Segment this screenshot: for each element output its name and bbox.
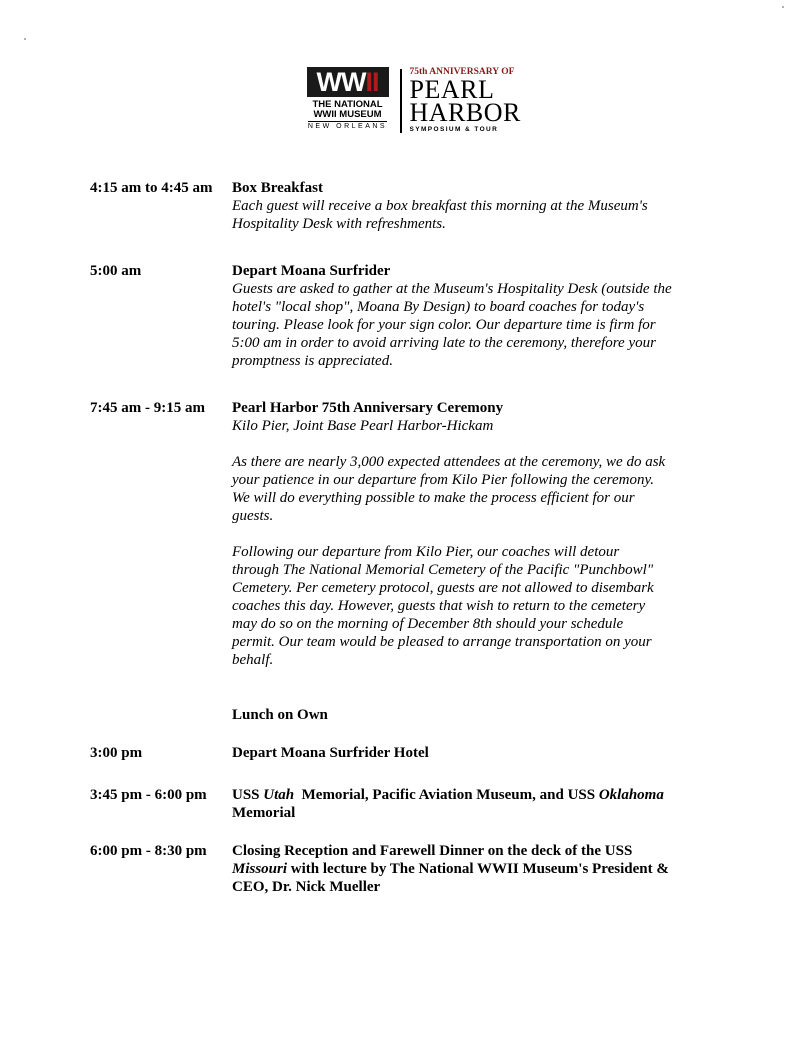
entry-description-line: your patience in our departure from Kilo Pier following the ceremony. xyxy=(232,472,655,488)
title-part: Memorial, Pacific Aviation Museum, and USS xyxy=(294,787,599,803)
entry-title: Box Breakfast xyxy=(232,180,323,196)
entry-description-line: guests. xyxy=(232,508,274,524)
entry-content xyxy=(232,842,702,896)
entry-time: 4:15 am to 4:45 am xyxy=(90,180,213,196)
title-part: with lecture by The National WWII Museum's President & xyxy=(287,861,669,877)
museum-city: NEW ORLEANS xyxy=(307,123,388,130)
entry-paragraph xyxy=(232,453,702,525)
museum-name-line2: WWII MUSEUM xyxy=(313,109,382,120)
anniversary-label: 75th ANNIVERSARY OF xyxy=(409,67,515,77)
entry-description-line: Hospitality Desk with refreshments. xyxy=(232,216,446,232)
entry-title-line: CEO, Dr. Nick Mueller xyxy=(232,879,381,895)
title-pearl: PEARL xyxy=(409,75,495,104)
entry-title: Lunch on Own xyxy=(232,707,328,723)
entry-title-line: Memorial xyxy=(232,805,296,821)
entry-content xyxy=(232,744,702,762)
entry-description-line: coaches this day. However, guests that wish to return to the cemetery xyxy=(232,598,646,614)
entry-title xyxy=(232,786,702,804)
ship-name: Missouri xyxy=(232,861,288,877)
entry-paragraph xyxy=(232,543,702,669)
ship-name: Utah xyxy=(263,787,295,803)
entry-time: 7:45 am - 9:15 am xyxy=(90,400,205,416)
entry-description-line: Following our departure from Kilo Pier, our coaches will detour xyxy=(232,544,620,560)
symposium-label: SYMPOSIUM & TOUR xyxy=(409,126,499,133)
scan-speck xyxy=(24,38,26,40)
entry-description-line: touring. Please look for your sign color. Our departure time is firm for xyxy=(232,317,656,333)
scan-speck xyxy=(782,6,784,8)
title-part: USS xyxy=(232,787,264,803)
ship-name: Oklahoma xyxy=(598,787,664,803)
entry-description-line: promptness is appreciated. xyxy=(232,353,393,369)
entry-description-line: As there are nearly 3,000 expected attendees at the ceremony, we do ask xyxy=(232,454,666,470)
museum-logo xyxy=(305,67,390,135)
entry-content xyxy=(232,706,702,724)
entry-title-line: Closing Reception and Farewell Dinner on the deck of the USS xyxy=(232,843,633,859)
entry-title: Pearl Harbor 75th Anniversary Ceremony xyxy=(232,400,504,416)
entry-description-line: hotel's "local shop", Moana By Design) to board coaches for today's xyxy=(232,299,645,315)
logo-divider xyxy=(400,69,402,133)
entry-description-line: behalf. xyxy=(232,652,274,668)
entry-content xyxy=(232,399,702,669)
entry-content xyxy=(232,179,702,233)
title-harbor: HARBOR xyxy=(409,98,521,127)
wwii-logo-mark: WWII xyxy=(307,67,389,97)
entry-description-line: permit. Our team would be pleased to arrange transportation on your xyxy=(232,634,652,650)
entry-description-line: may do so on the morning of December 8th should your schedule xyxy=(232,616,624,632)
entry-description-line: Guests are asked to gather at the Museum's Hospitality Desk (outside the xyxy=(232,281,672,297)
entry-location: Kilo Pier, Joint Base Pearl Harbor-Hickam xyxy=(232,418,494,434)
entry-title: Depart Moana Surfrider xyxy=(232,263,391,279)
entry-time: 5:00 am xyxy=(90,263,142,279)
event-logo xyxy=(305,67,521,135)
entry-content xyxy=(232,262,702,370)
entry-time: 6:00 pm - 8:30 pm xyxy=(90,843,207,859)
entry-description-line: through The National Memorial Cemetery of the Pacific "Punchbowl" xyxy=(232,562,654,578)
entry-description-line: We will do everything possible to make the process efficient for our xyxy=(232,490,635,506)
entry-time: 3:45 pm - 6:00 pm xyxy=(90,787,207,803)
entry-title-line xyxy=(232,860,702,878)
entry-title: Depart Moana Surfrider Hotel xyxy=(232,745,429,761)
entry-description-line: Each guest will receive a box breakfast this morning at the Museum's xyxy=(232,198,648,214)
entry-description-line: 5:00 am in order to avoid arriving late to the ceremony, therefore your xyxy=(232,335,656,351)
entry-time: 3:00 pm xyxy=(90,745,143,761)
entry-content xyxy=(232,786,702,822)
entry-description-line: Cemetery. Per cemetery protocol, guests are not allowed to disembark xyxy=(232,580,654,596)
museum-name-line1: THE NATIONAL xyxy=(312,99,383,110)
pearl-harbor-wordmark xyxy=(410,67,521,135)
